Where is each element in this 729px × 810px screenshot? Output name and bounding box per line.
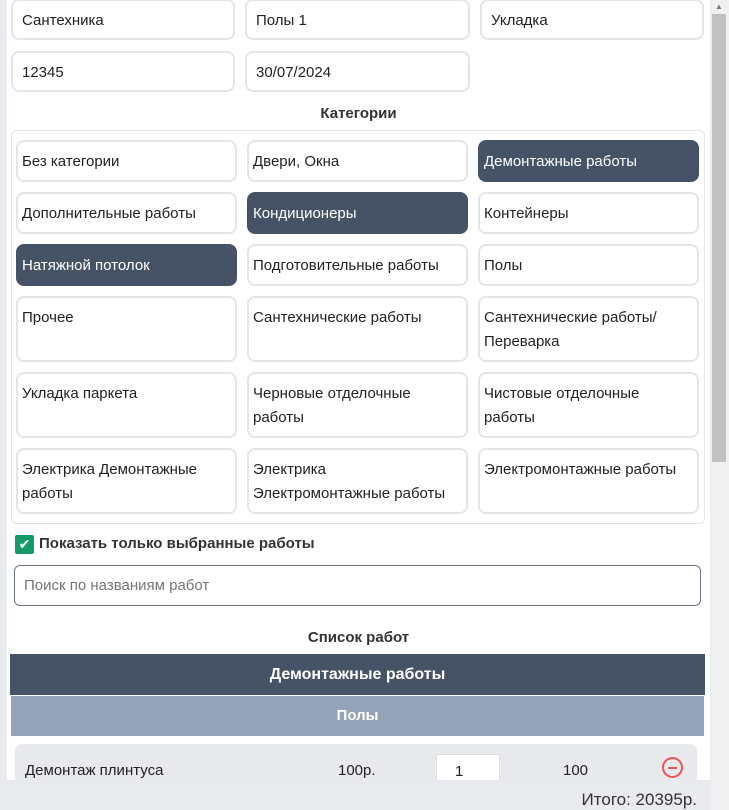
category-button[interactable]: Кондиционеры [247, 192, 468, 234]
category-button[interactable]: Электрика Демонтажные работы [16, 448, 237, 514]
field-4[interactable]: 12345 [11, 51, 235, 92]
category-button[interactable]: Контейнеры [478, 192, 699, 234]
category-button[interactable]: Двери, Окна [247, 140, 468, 182]
category-button[interactable]: Чистовые отделочные работы [478, 372, 699, 438]
scrollbar-thumb[interactable] [712, 14, 726, 462]
field-1[interactable]: Сантехника [11, 0, 235, 40]
category-button[interactable]: Укладка паркета [16, 372, 237, 438]
scrollbar[interactable] [711, 0, 729, 810]
work-name: Демонтаж плинтуса [25, 762, 164, 779]
total: Итого: 20395р. [581, 790, 697, 809]
category-button[interactable]: Сантехнические работы [247, 296, 468, 362]
remove-icon[interactable] [662, 757, 683, 778]
works-title: Список работ [307, 629, 410, 646]
category-button[interactable]: Подготовительные работы [247, 244, 468, 286]
category-button[interactable]: Сантехнические работы/ Переварка [478, 296, 699, 362]
categories-grid [11, 130, 705, 524]
work-price: 100р. [338, 762, 376, 779]
category-button[interactable]: Демонтажные работы [478, 140, 699, 182]
category-button[interactable]: Без категории [16, 140, 237, 182]
show-selected-label[interactable]: Показать только выбранные работы [39, 535, 315, 552]
category-button[interactable]: Электрика Электромонтажные работы [247, 448, 468, 514]
scroll-up-icon[interactable]: ▲ [715, 2, 723, 11]
quantity-input[interactable]: 1 [436, 754, 500, 780]
field-2[interactable]: Полы 1 [245, 0, 470, 40]
categories-title: Категории [320, 105, 397, 122]
search-input[interactable] [14, 565, 701, 606]
category-button[interactable]: Черновые отделочные работы [247, 372, 468, 438]
group-header: Демонтажные работы [10, 654, 705, 695]
work-sum: 100 [563, 762, 589, 779]
category-button[interactable]: Электромонтажные работы [478, 448, 699, 514]
category-button[interactable]: Полы [478, 244, 699, 286]
field-date[interactable]: 30/07/2024 [245, 51, 470, 92]
main-panel [7, 0, 710, 780]
show-selected-checkbox[interactable]: ✔ [15, 535, 34, 554]
field-3[interactable]: Укладка [480, 0, 704, 40]
category-button[interactable]: Дополнительные работы [16, 192, 237, 234]
work-row [15, 744, 697, 780]
subgroup-header: Полы [11, 696, 704, 736]
category-button[interactable]: Натяжной потолок [16, 244, 237, 286]
category-button[interactable]: Прочее [16, 296, 237, 362]
